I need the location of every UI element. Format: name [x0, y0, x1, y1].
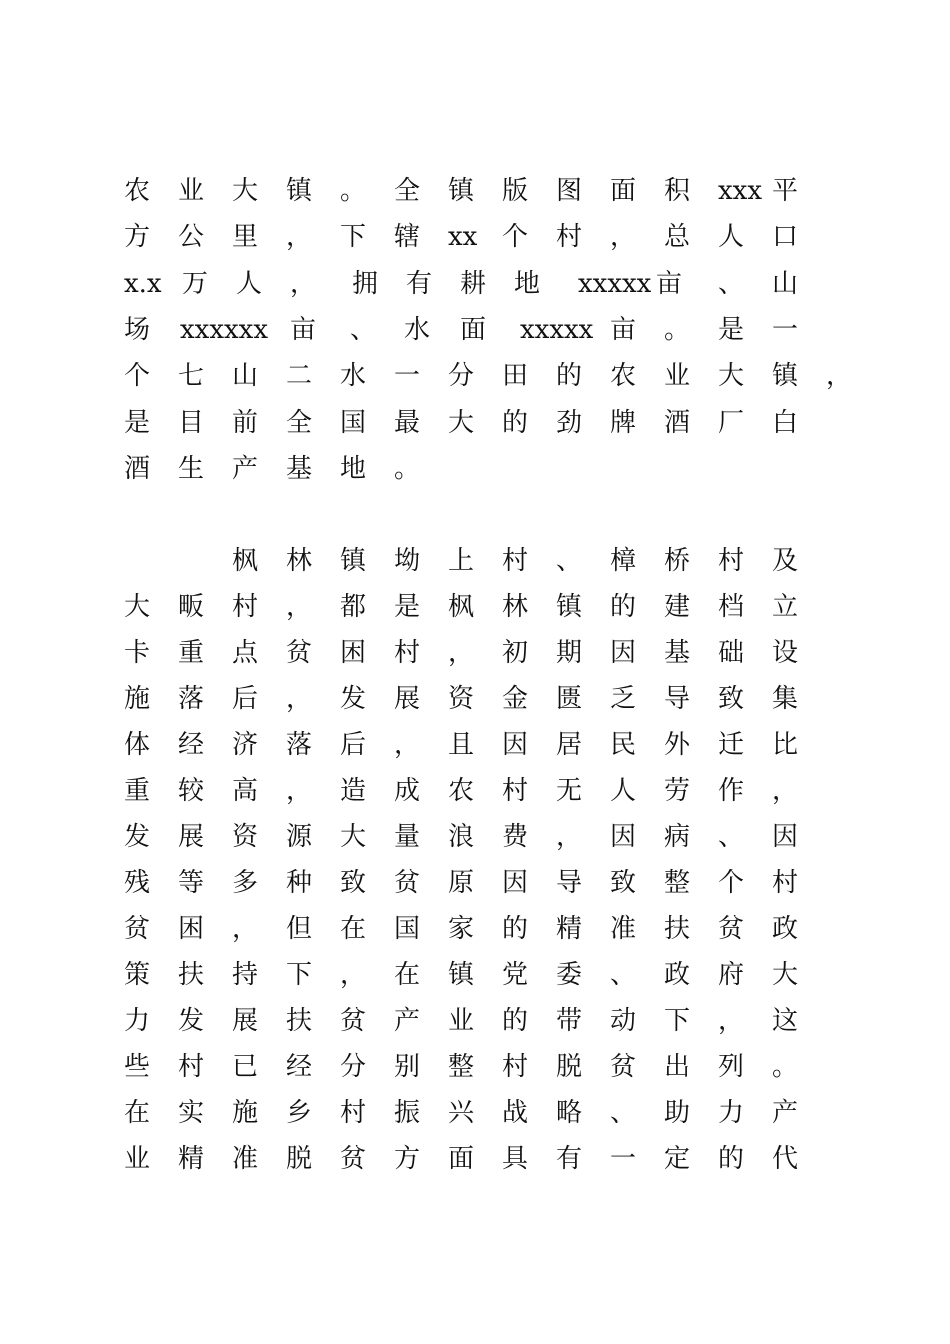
text-token: 镇	[556, 592, 583, 622]
text-token: 产	[232, 453, 259, 484]
text-token: 具	[502, 1144, 529, 1174]
text-token: 白	[772, 407, 799, 438]
text-token: 厂	[718, 407, 745, 438]
text-token: ，	[772, 776, 799, 806]
text-token: 实	[178, 1098, 205, 1128]
text-token: 一	[394, 361, 421, 392]
text-token: 公	[178, 222, 205, 253]
text-token: 分	[448, 361, 475, 392]
text-token: 酒	[124, 453, 151, 484]
text-token: 府	[718, 960, 745, 990]
text-token: 的	[502, 914, 529, 944]
text-token: 枫	[232, 546, 259, 576]
text-token: 畈	[178, 592, 205, 622]
text-token: 扶	[664, 914, 691, 944]
text-token: 策	[124, 960, 151, 990]
text-line	[0, 998, 950, 1044]
text-line	[0, 307, 950, 353]
text-token: 在	[340, 914, 367, 944]
text-token: 产	[772, 1098, 799, 1128]
text-token: 村	[556, 222, 583, 253]
text-token: 政	[664, 960, 691, 990]
text-token: 、	[610, 960, 637, 990]
text-token: 方	[124, 222, 151, 253]
text-token: 辖	[394, 222, 421, 253]
text-token: ，	[286, 592, 313, 622]
text-token: 资	[448, 684, 475, 714]
text-token: 准	[232, 1144, 259, 1174]
text-token: 林	[286, 546, 313, 576]
text-token: 致	[610, 868, 637, 898]
text-token: 残	[124, 868, 151, 898]
text-token: 酒	[664, 407, 691, 438]
text-token: 发	[340, 684, 367, 714]
text-token: 整	[664, 868, 691, 898]
text-token: 代	[772, 1144, 799, 1174]
text-line	[0, 584, 950, 630]
text-token: 亩	[656, 268, 683, 299]
text-token: 二	[286, 361, 313, 392]
text-token: 致	[718, 684, 745, 714]
text-line	[0, 814, 950, 860]
text-token: 桥	[664, 546, 691, 576]
text-token: 发	[124, 822, 151, 852]
text-token: 农	[448, 776, 475, 806]
text-token: 水	[340, 361, 367, 392]
text-token: 是	[718, 314, 745, 345]
text-token: 兴	[448, 1098, 475, 1128]
text-token: 持	[232, 960, 259, 990]
text-token: 施	[124, 684, 151, 714]
text-token: xx	[448, 222, 478, 253]
text-token: 病	[664, 822, 691, 852]
text-token: ，	[826, 361, 853, 392]
text-token: 党	[502, 960, 529, 990]
text-token: 分	[340, 1052, 367, 1082]
text-token: 村	[232, 592, 259, 622]
text-token: 场	[124, 314, 151, 345]
text-token: 后	[232, 684, 259, 714]
text-token: 贫	[610, 1052, 637, 1082]
text-token: 大	[772, 960, 799, 990]
text-token: ，	[286, 684, 313, 714]
text-line	[0, 1136, 950, 1182]
text-token: 乏	[610, 684, 637, 714]
text-token: 都	[340, 592, 367, 622]
text-token: 亩	[290, 314, 317, 345]
text-token: 亩	[610, 314, 637, 345]
text-token: 樟	[610, 546, 637, 576]
text-token: 无	[556, 776, 583, 806]
text-token: 方	[394, 1144, 421, 1174]
text-token: 初	[502, 638, 529, 668]
text-token: 费	[502, 822, 529, 852]
text-token: 拥	[352, 268, 379, 299]
text-token: 水	[404, 314, 431, 345]
text-token: ，	[610, 222, 637, 253]
text-token: xxxxx	[520, 314, 594, 345]
text-token: 村	[178, 1052, 205, 1082]
text-token: 七	[178, 361, 205, 392]
text-token: 镇	[448, 960, 475, 990]
text-token: 山	[772, 268, 799, 299]
text-token: 体	[124, 730, 151, 760]
text-token: 作	[718, 776, 745, 806]
text-token: 集	[772, 684, 799, 714]
text-token: 的	[556, 361, 583, 392]
text-token: 重	[178, 638, 205, 668]
text-token: 贫	[340, 1006, 367, 1036]
text-token: 生	[178, 453, 205, 484]
text-token: 有	[406, 268, 433, 299]
text-token: 全	[286, 407, 313, 438]
text-token: 前	[232, 407, 259, 438]
text-token: 目	[178, 407, 205, 438]
text-token: 村	[394, 638, 421, 668]
text-token: 镇	[772, 361, 799, 392]
text-token: 在	[394, 960, 421, 990]
text-token: 建	[664, 592, 691, 622]
text-token: 匮	[556, 684, 583, 714]
text-token: ，	[448, 638, 475, 668]
text-token: 因	[610, 822, 637, 852]
text-token: 贫	[340, 1144, 367, 1174]
text-token: 图	[556, 176, 583, 206]
text-token: 力	[718, 1098, 745, 1128]
text-token: 经	[286, 1052, 313, 1082]
text-token: 村	[502, 776, 529, 806]
text-token: 业	[664, 361, 691, 392]
text-token: 的	[502, 1006, 529, 1036]
text-token: ，	[556, 822, 583, 852]
text-token: 些	[124, 1052, 151, 1082]
text-token: 在	[124, 1098, 151, 1128]
text-token: 因	[502, 730, 529, 760]
text-token: 个	[124, 361, 151, 392]
text-token: 点	[232, 638, 259, 668]
text-line	[0, 630, 950, 676]
text-token: 期	[556, 638, 583, 668]
text-line	[0, 1044, 950, 1090]
text-token: 困	[340, 638, 367, 668]
text-token: ，	[286, 222, 313, 253]
text-token: 贫	[286, 638, 313, 668]
text-token: 镇	[286, 176, 313, 206]
text-token: 战	[502, 1098, 529, 1128]
text-line	[0, 722, 950, 768]
text-token: 产	[394, 1006, 421, 1036]
text-token: 整	[448, 1052, 475, 1082]
text-token: 力	[124, 1006, 151, 1036]
text-token: 基	[286, 453, 313, 484]
text-token: 外	[664, 730, 691, 760]
text-token: 出	[664, 1052, 691, 1082]
text-token: 、	[556, 546, 583, 576]
text-token: 牌	[610, 407, 637, 438]
text-token: 乡	[286, 1098, 313, 1128]
text-token: 础	[718, 638, 745, 668]
text-line	[0, 353, 950, 399]
text-token: 列	[718, 1052, 745, 1082]
text-token: 后	[340, 730, 367, 760]
text-token: 多	[232, 868, 259, 898]
text-token: 最	[394, 407, 421, 438]
text-token: 落	[178, 684, 205, 714]
text-token: 业	[448, 1006, 475, 1036]
text-token: 村	[340, 1098, 367, 1128]
text-token: 已	[232, 1052, 259, 1082]
text-token: 人	[610, 776, 637, 806]
text-token: 因	[772, 822, 799, 852]
text-token: 面	[460, 314, 487, 345]
text-token: 导	[664, 684, 691, 714]
text-token: 量	[394, 822, 421, 852]
text-token: 脱	[286, 1144, 313, 1174]
text-token: 人	[718, 222, 745, 253]
text-token: 种	[286, 868, 313, 898]
text-token: 致	[340, 868, 367, 898]
text-token: 地	[514, 268, 541, 299]
text-token: 一	[610, 1144, 637, 1174]
text-token: 困	[178, 914, 205, 944]
text-token: 迁	[718, 730, 745, 760]
text-token: 大	[340, 822, 367, 852]
text-token: 大	[232, 176, 259, 206]
text-token: 农	[124, 176, 151, 206]
text-token: ，	[290, 268, 317, 299]
text-token: 业	[124, 1144, 151, 1174]
text-token: 有	[556, 1144, 583, 1174]
text-token: 个	[718, 868, 745, 898]
text-token: 面	[448, 1144, 475, 1174]
text-token: 的	[718, 1144, 745, 1174]
text-token: 村	[502, 546, 529, 576]
text-token: 浪	[448, 822, 475, 852]
text-token: 。	[772, 1052, 799, 1082]
text-line	[0, 676, 950, 722]
text-token: 林	[502, 592, 529, 622]
text-token: 耕	[460, 268, 487, 299]
text-token: 设	[772, 638, 799, 668]
text-token: 面	[610, 176, 637, 206]
text-token: 经	[178, 730, 205, 760]
text-token: 农	[610, 361, 637, 392]
text-line	[0, 400, 950, 446]
text-token: 大	[718, 361, 745, 392]
text-token: 民	[610, 730, 637, 760]
text-token: 里	[232, 222, 259, 253]
text-token: 但	[286, 914, 313, 944]
text-token: 基	[664, 638, 691, 668]
text-token: 高	[232, 776, 259, 806]
text-token: 助	[664, 1098, 691, 1128]
text-token: 档	[718, 592, 745, 622]
text-token: 。	[394, 453, 421, 484]
text-token: 劲	[556, 407, 583, 438]
text-token: 振	[394, 1098, 421, 1128]
text-line	[0, 952, 950, 998]
text-token: 因	[610, 638, 637, 668]
text-token: 的	[610, 592, 637, 622]
text-token: 、	[718, 268, 745, 299]
text-token: 。	[340, 176, 367, 206]
text-token: 落	[286, 730, 313, 760]
text-token: 别	[394, 1052, 421, 1082]
text-token: 且	[448, 730, 475, 760]
text-line	[0, 768, 950, 814]
text-token: 发	[178, 1006, 205, 1036]
text-token: 、	[718, 822, 745, 852]
text-token: 脱	[556, 1052, 583, 1082]
text-token: 、	[610, 1098, 637, 1128]
text-token: 。	[664, 314, 691, 345]
text-token: 大	[124, 592, 151, 622]
text-token: 施	[232, 1098, 259, 1128]
text-token: 山	[232, 361, 259, 392]
text-token: 村	[718, 546, 745, 576]
text-token: 全	[394, 176, 421, 206]
text-token: 下	[286, 960, 313, 990]
text-token: 贫	[394, 868, 421, 898]
text-line	[0, 1090, 950, 1136]
text-token: 因	[502, 868, 529, 898]
text-token: 业	[178, 176, 205, 206]
text-token: 扶	[286, 1006, 313, 1036]
text-token: 金	[502, 684, 529, 714]
text-token: ，	[718, 1006, 745, 1036]
text-token: 平	[772, 176, 799, 206]
text-token: 下	[340, 222, 367, 253]
text-token: ，	[394, 730, 421, 760]
text-token: x.x	[124, 268, 162, 299]
text-token: xxxxxx	[180, 314, 268, 345]
text-token: 万	[182, 268, 209, 299]
text-line	[0, 168, 950, 214]
text-token: 国	[394, 914, 421, 944]
text-token: 镇	[340, 546, 367, 576]
text-token: 准	[610, 914, 637, 944]
text-token: ，	[232, 914, 259, 944]
text-token: 立	[772, 592, 799, 622]
text-token: 坳	[394, 546, 421, 576]
text-token: 劳	[664, 776, 691, 806]
text-token: 及	[772, 546, 799, 576]
text-token: 动	[610, 1006, 637, 1036]
text-token: 扶	[178, 960, 205, 990]
text-token: 成	[394, 776, 421, 806]
text-line	[0, 446, 950, 492]
text-token: xxx	[718, 176, 762, 206]
text-line	[0, 261, 950, 307]
text-token: 展	[232, 1006, 259, 1036]
text-token: 是	[124, 407, 151, 438]
text-line	[0, 860, 950, 906]
text-token: 资	[232, 822, 259, 852]
text-token: 重	[124, 776, 151, 806]
text-token: 上	[448, 546, 475, 576]
text-token: ，	[286, 776, 313, 806]
text-token: 展	[178, 822, 205, 852]
text-token: 较	[178, 776, 205, 806]
text-token: 地	[340, 453, 367, 484]
text-token: 口	[772, 222, 799, 253]
text-token: 、	[350, 314, 377, 345]
text-token: 略	[556, 1098, 583, 1128]
text-token: 精	[178, 1144, 205, 1174]
text-token: 村	[502, 1052, 529, 1082]
text-token: 大	[448, 407, 475, 438]
text-line	[0, 906, 950, 952]
text-token: 的	[502, 407, 529, 438]
text-token: 造	[340, 776, 367, 806]
text-token: 枫	[448, 592, 475, 622]
text-token: 积	[664, 176, 691, 206]
text-line	[0, 214, 950, 260]
text-token: 镇	[448, 176, 475, 206]
text-token: 导	[556, 868, 583, 898]
text-token: 贫	[124, 914, 151, 944]
text-token: 精	[556, 914, 583, 944]
text-token: ，	[340, 960, 367, 990]
text-token: 村	[772, 868, 799, 898]
text-token: 定	[664, 1144, 691, 1174]
text-token: 卡	[124, 638, 151, 668]
text-token: 版	[502, 176, 529, 206]
text-token: 贫	[718, 914, 745, 944]
text-line	[0, 538, 950, 584]
text-token: 是	[394, 592, 421, 622]
text-token: 田	[502, 361, 529, 392]
text-token: 总	[664, 222, 691, 253]
text-token: 国	[340, 407, 367, 438]
text-token: 等	[178, 868, 205, 898]
text-token: 委	[556, 960, 583, 990]
text-token: 下	[664, 1006, 691, 1036]
text-token: 家	[448, 914, 475, 944]
text-token: 一	[772, 314, 799, 345]
text-token: 这	[772, 1006, 799, 1036]
text-token: 人	[236, 268, 263, 299]
text-token: 展	[394, 684, 421, 714]
text-token: 济	[232, 730, 259, 760]
text-token: 原	[448, 868, 475, 898]
text-token: 居	[556, 730, 583, 760]
text-token: 个	[502, 222, 529, 253]
text-token: 政	[772, 914, 799, 944]
text-token: 带	[556, 1006, 583, 1036]
text-token: xxxxx	[578, 268, 652, 299]
text-token: 源	[286, 822, 313, 852]
text-token: 比	[772, 730, 799, 760]
